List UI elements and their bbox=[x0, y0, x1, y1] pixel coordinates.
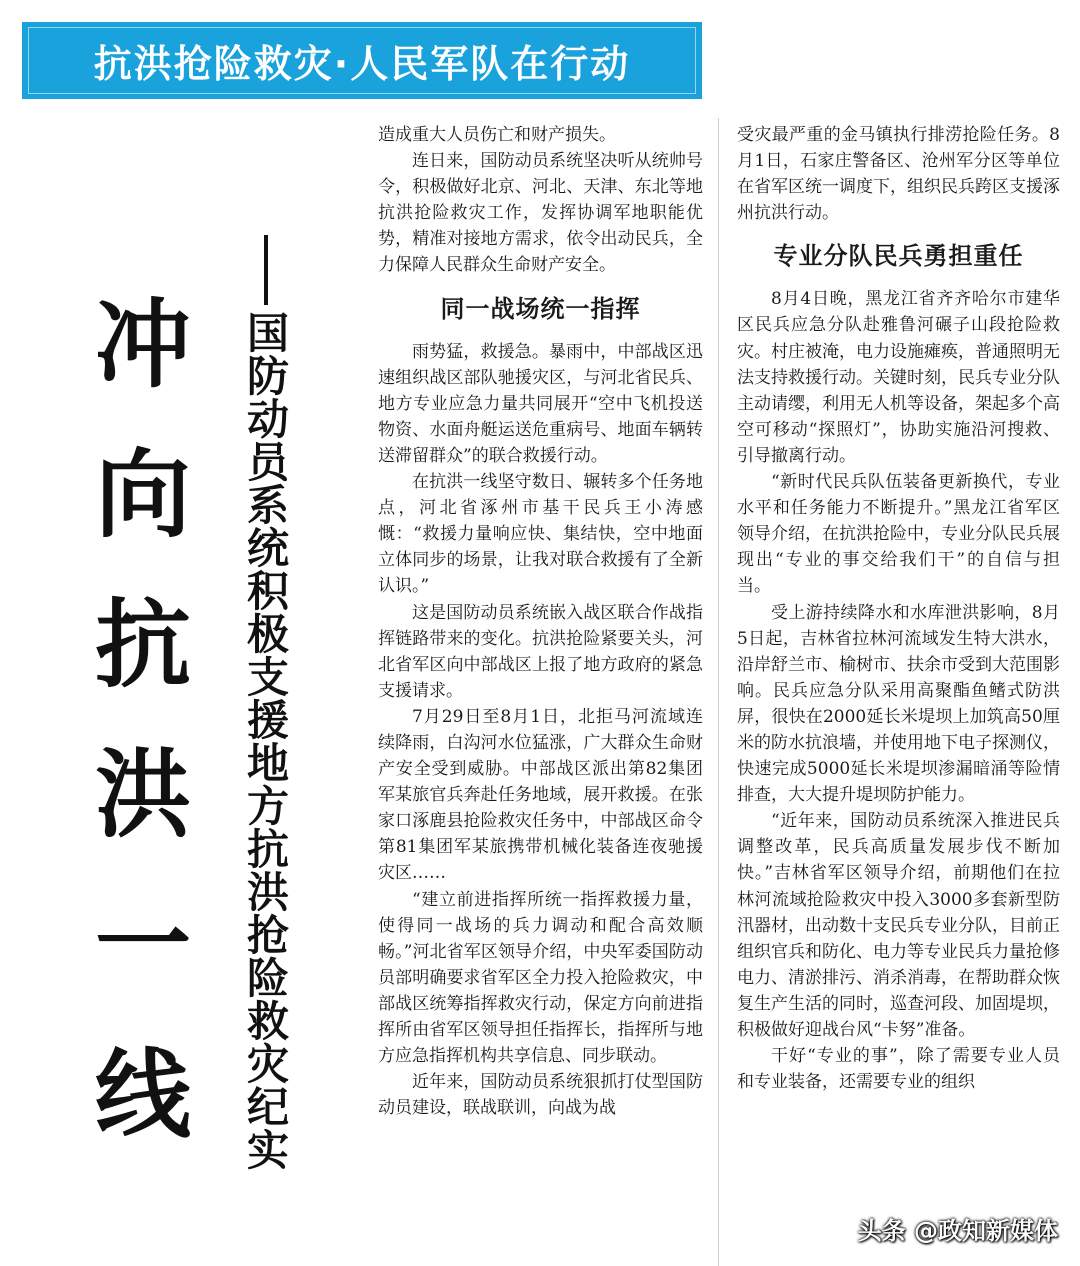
subtitle-char: 抢 bbox=[246, 911, 289, 960]
paragraph: 这是国防动员系统嵌入战区联合作战指挥链路带来的变化。抗洪抢险紧要关头，河北省军区向中部战区上报了地方政府的紧急支援请求。 bbox=[378, 602, 703, 701]
subtitle-char: 动 bbox=[246, 395, 289, 444]
headline-char: 抗 bbox=[95, 589, 191, 701]
headline-char: 线 bbox=[95, 1039, 191, 1151]
subtitle-char: 援 bbox=[246, 696, 289, 745]
banner-title: 抗洪抢险救灾·人民军队在行动 bbox=[93, 42, 631, 86]
subtitle-char: 方 bbox=[246, 782, 289, 831]
paragraph: 8月4日晚，黑龙江省齐齐哈尔市建华区民兵应急分队赴雅鲁河碾子山段抢险救灾。村庄被淹，电力设施瘫痪，普通照明无法支持救援行动。关键时刻，民兵专业分队主动请缨，利用无人机等设备，架起多个高空可移动“探照灯”，协助实施沿河搜救、引导撤离行动。 bbox=[737, 289, 1060, 466]
subtitle-char: 国 bbox=[246, 309, 289, 358]
paragraph: 在抗洪一线坚守数日、辗转多个任务地点，河北省涿州市基干民兵王小涛感慨：“救援力量响应快、集结快，空中地面立体同步的场景，让我对联合救援有了全新认识。” bbox=[378, 472, 703, 597]
subtitle-char: 灾 bbox=[246, 1040, 289, 1089]
subtitle-char: 洪 bbox=[246, 868, 289, 917]
paragraph: 7月29日至8月1日，北拒马河流域连续降雨，白沟河水位猛涨，广大群众生命财产安全受到威胁。中部战区派出第82集团军某旅官兵奔赴任务地域，展开救援。在张家口涿鹿县抢险救灾任务中，中部战区命令第81集团军某旅携带机械化装备连夜驰援灾区…… bbox=[378, 706, 703, 884]
subtitle-char: 防 bbox=[246, 352, 289, 401]
paragraph: 造成重大人员伤亡和财产损失。 bbox=[378, 125, 616, 145]
subtitle-char: 实 bbox=[246, 1126, 289, 1175]
section-heading: 同一战场统一指挥 bbox=[440, 294, 641, 323]
subtitle-char: 支 bbox=[246, 653, 289, 702]
subtitle-char: 积 bbox=[246, 567, 289, 616]
paragraph: 近年来，国防动员系统狠抓打仗型国防动员建设，联战联训，向战为战 bbox=[378, 1072, 703, 1119]
subtitle-char: 险 bbox=[246, 954, 289, 1003]
subtitle-char: 员 bbox=[246, 438, 289, 487]
headline bbox=[88, 270, 198, 1170]
headline-char: 向 bbox=[95, 439, 191, 551]
subtitle-char: 地 bbox=[246, 739, 289, 788]
paragraph: 连日来，国防动员系统坚决听从统帅号令，积极做好北京、河北、天津、东北等地抗洪抢险救灾工作，发挥协调军地职能优势，精准对接地方需求，依令出动民兵，全力保障人民群众生命财产安全。 bbox=[378, 151, 703, 276]
subtitle-char: 统 bbox=[246, 524, 289, 573]
subtitle-char: 救 bbox=[246, 997, 289, 1046]
column-divider bbox=[718, 118, 719, 1266]
paragraph: 受上游持续降水和水库泄洪影响，8月5日起，吉林省拉林河流域发生特大洪水，沿岸舒兰市、榆树市、扶余市受到大范围影响。民兵应急分队采用高聚酯鱼鳍式防洪屏，很快在2000延长米堤坝上加筑高50厘米的防水抗浪墙，并使用地下电子探测仪，快速完成5000延长米堤坝渗漏暗涌等险情排查，大大提升堤坝防护能力。 bbox=[737, 602, 1060, 806]
headline-char: 冲 bbox=[95, 289, 191, 401]
article-column-1 bbox=[378, 122, 703, 1266]
paragraph: “新时代民兵队伍装备更新换代，专业水平和任务能力不断提升。”黑龙江省军区领导介绍，在抗洪抢险中，专业分队民兵展现出“专业的事交给我们干”的自信与担当。 bbox=[737, 472, 1060, 597]
subtitle-dash bbox=[264, 235, 268, 305]
headline-char: 洪 bbox=[95, 739, 191, 851]
paragraph: 受灾最严重的金马镇执行排涝抢险任务。8月1日，石家庄警备区、沧州军分区等单位在省军区统一调度下，组织民兵跨区支援涿州抗洪行动。 bbox=[737, 125, 1060, 224]
subtitle bbox=[236, 309, 300, 1175]
subtitle-char: 极 bbox=[246, 610, 289, 659]
watermark: 头条 @政知新媒体 bbox=[857, 1217, 1058, 1245]
article-column-2 bbox=[737, 122, 1060, 1266]
section-heading: 专业分队民兵勇担重任 bbox=[773, 242, 1024, 271]
headline-char: 一 bbox=[95, 889, 191, 1001]
paragraph: 雨势猛，救援急。暴雨中，中部战区迅速组织战区部队驰援灾区，与河北省民兵、地方专业应急力量共同展开“空中飞机投送物资、水面舟艇运送危重病号、地面车辆转送滞留群众”的联合救援行动。 bbox=[378, 341, 703, 466]
paragraph: “近年来，国防动员系统深入推进民兵调整改革，民兵高质量发展步伐不断加快。”吉林省军区领导介绍，前期他们在拉林河流域抢险救灾中投入3000多套新型防汛器材，出动数十支民兵专业分队，目前正组织官兵和防化、电力等专业民兵力量抢修电力、清淤排污、消杀消毒，在帮助群众恢复生产生活的同时，巡查河段、加固堤坝，积极做好迎战台风“卡努”准备。 bbox=[737, 811, 1060, 1040]
paragraph: 干好“专业的事”，除了需要专业人员和专业装备，还需要专业的组织 bbox=[737, 1046, 1060, 1093]
subtitle-char: 纪 bbox=[246, 1083, 289, 1132]
subtitle-char: 抗 bbox=[246, 825, 289, 874]
subtitle-char: 系 bbox=[246, 481, 289, 530]
section-banner bbox=[22, 22, 702, 99]
paragraph: “建立前进指挥所统一指挥救援力量，使得同一战场的兵力调动和配合高效顺畅。”河北省军区领导介绍，中央军委国防动员部明确要求省军区全力投入抢险救灾，中部战区统筹指挥救灾行动，保定方向前进指挥所由省军区领导担任指挥长，指挥所与地方应急指挥机构共享信息、同步联动。 bbox=[378, 889, 703, 1067]
